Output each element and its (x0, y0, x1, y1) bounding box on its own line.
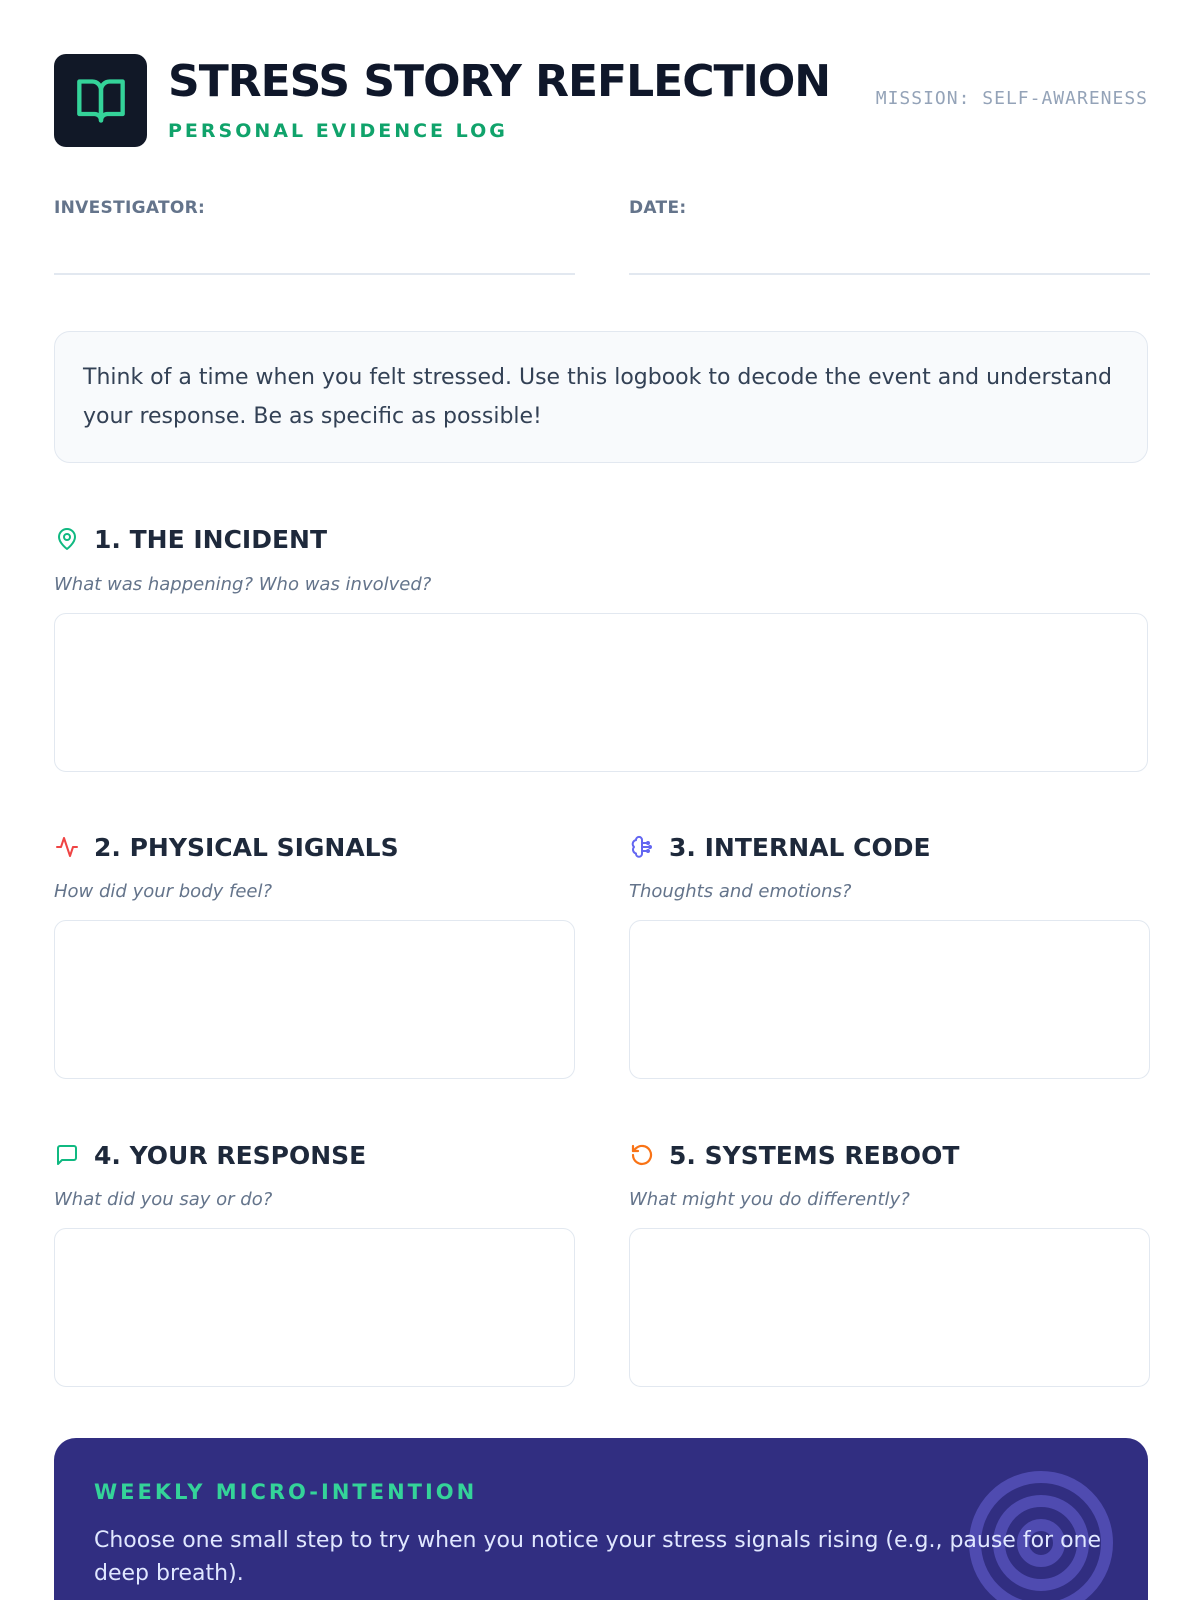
page-title: STRESS STORY REFLECTION (168, 56, 831, 107)
section-title: 2. PHYSICAL SIGNALS (94, 832, 399, 862)
map-pin-icon (54, 526, 80, 552)
section-title: 1. THE INCIDENT (94, 524, 328, 554)
physical-answer-box[interactable] (54, 920, 575, 1079)
section-prompt: What did you say or do? (54, 1189, 273, 1210)
message-square-icon (54, 1142, 80, 1168)
mission-tag: MISSION: SELF-AWARENESS (875, 88, 1148, 109)
logo (54, 54, 147, 147)
section-prompt: What was happening? Who was involved? (54, 574, 432, 595)
section-prompt: What might you do differently? (629, 1189, 910, 1210)
date-label: DATE: (629, 198, 687, 218)
pulse-icon (54, 834, 80, 860)
incident-answer-box[interactable] (54, 613, 1148, 772)
section-title: 5. SYSTEMS REBOOT (669, 1140, 960, 1170)
response-answer-box[interactable] (54, 1228, 575, 1387)
section-incident-header (54, 522, 327, 556)
micro-intention-text: Choose one small step to try when you notice your stress signals rising (e.g., pause for one deep breath). (94, 1528, 1102, 1586)
rotate-ccw-icon (629, 1142, 655, 1168)
page-header (54, 54, 1148, 148)
book-open-icon (75, 75, 127, 127)
micro-intention-card (54, 1438, 1148, 1600)
section-response-header (54, 1138, 366, 1172)
section-prompt: How did your body feel? (54, 881, 273, 902)
page-subtitle: PERSONAL EVIDENCE LOG (168, 120, 508, 142)
brain-icon (629, 834, 655, 860)
micro-intention-title: WEEKLY MICRO-INTENTION (94, 1480, 478, 1504)
section-title: 3. INTERNAL CODE (669, 832, 931, 862)
section-internal-header (629, 830, 931, 864)
internal-answer-box[interactable] (629, 920, 1150, 1079)
section-physical-header (54, 830, 399, 864)
section-prompt: Thoughts and emotions? (629, 881, 852, 902)
investigator-label: INVESTIGATOR: (54, 198, 206, 218)
intro-box: Think of a time when you felt stressed. Use this logbook to decode the event and understand your response. Be as specific as possible! (54, 331, 1148, 463)
reboot-answer-box[interactable] (629, 1228, 1150, 1387)
section-reboot-header (629, 1138, 959, 1172)
section-title: 4. YOUR RESPONSE (94, 1140, 367, 1170)
investigator-field[interactable] (54, 273, 575, 275)
date-field[interactable] (629, 273, 1150, 275)
